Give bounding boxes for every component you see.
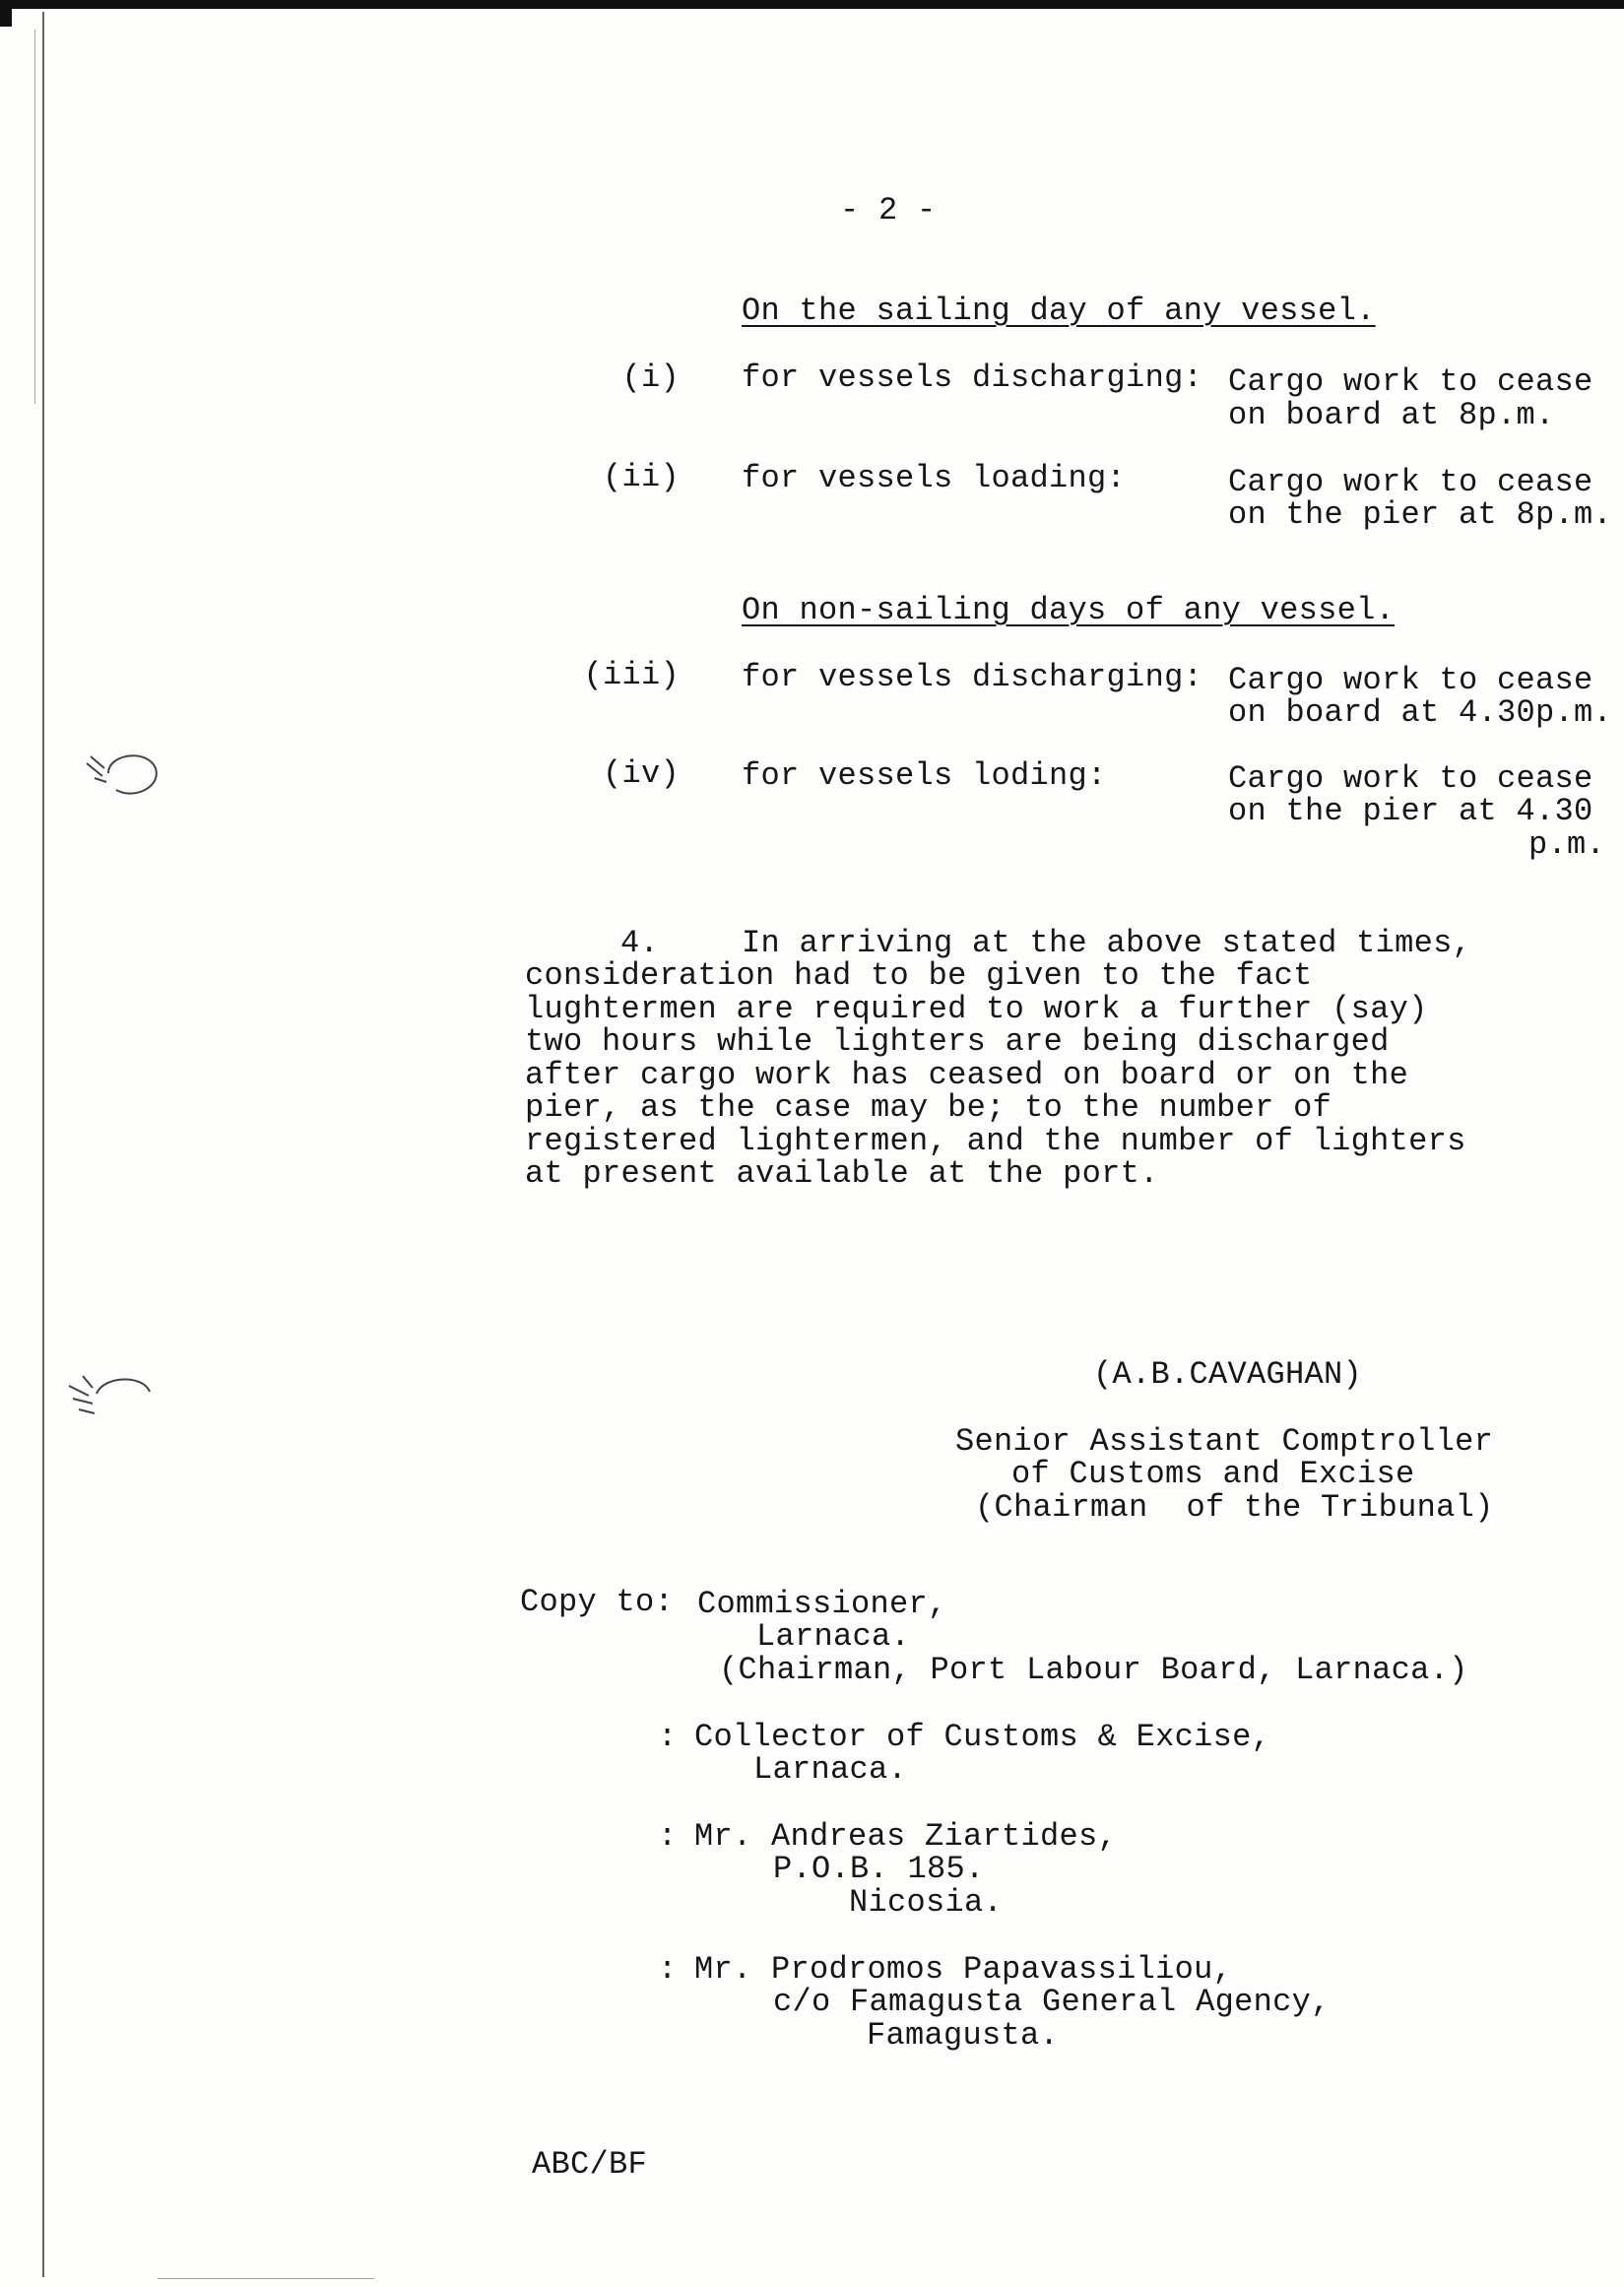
item-rule: Cargo work to cease [1228,363,1593,400]
recipient-line: Commissioner, [697,1586,947,1622]
recipient-line: Mr. Andreas Ziartides, [694,1818,1118,1855]
recipient-colon: : [658,1951,678,1988]
signatory-title: (Chairman of the Tribunal) [975,1489,1494,1526]
signatory-title: of Customs and Excise [1011,1456,1415,1492]
scan-bottom-line [158,2278,374,2279]
recipient-line: Larnaca. [753,1751,908,1788]
punch-hole-mark-bottom [59,1364,158,1433]
item-rule: on the pier at 4.30 [1228,793,1593,829]
item-rule: Cargo work to cease [1228,662,1593,698]
scan-left-edge-line [34,30,35,404]
scan-corner-mark [0,9,12,27]
recipient-line: Nicosia. [849,1884,1004,1921]
item-number: (ii) [602,459,680,495]
page-number: - 2 - [840,192,937,229]
punch-hole-mark-top [79,739,167,808]
item-label: for vessels loding: [742,757,1107,794]
item-rule: p.m. [1527,826,1605,863]
recipient-line: P.O.B. 185. [773,1851,985,1887]
sailing-day-heading: On the sailing day of any vessel. [742,293,1376,329]
recipient-colon: : [658,1719,678,1755]
paragraph-line: consideration had to be given to the fact [525,957,1313,994]
signatory-title: Senior Assistant Comptroller [955,1423,1494,1460]
recipient-line: Collector of Customs & Excise, [694,1719,1271,1755]
paragraph-line: pier, as the case may be; to the number of [525,1089,1332,1126]
reference-initials: ABC/BF [532,2146,648,2183]
recipient-line: Mr. Prodromos Papavassiliou, [694,1951,1233,1988]
paragraph-number: 4. [620,925,660,961]
item-label: for vessels discharging: [742,659,1203,695]
item-rule: on the pier at 8p.m. [1228,496,1613,533]
item-label: for vessels discharging: [742,359,1203,396]
paragraph-line: lughtermen are required to work a further (say) [525,991,1428,1027]
item-number: (iv) [602,755,680,792]
paragraph-line: after cargo work has ceased on board or on the [525,1057,1409,1093]
recipient-line: Larnaca. [756,1618,911,1655]
paragraph-line: In arriving at the above stated times, [742,925,1472,961]
paragraph-line: at present available at the port. [525,1155,1159,1192]
recipient-line: (Chairman, Port Labour Board, Larnaca.) [719,1652,1468,1688]
signatory-name: (A.B.CAVAGHAN) [1093,1356,1363,1393]
item-label: for vessels loading: [742,460,1127,496]
non-sailing-heading: On non-sailing days of any vessel. [742,592,1396,628]
copy-to-label: Copy to: [520,1584,675,1620]
item-number: (iii) [583,657,680,693]
recipient-line: Famagusta. [867,2017,1060,2054]
recipient-line: c/o Famagusta General Agency, [773,1984,1331,2020]
paragraph-line: two hours while lighters are being discharged [525,1023,1390,1060]
recipient-colon: : [658,1818,678,1855]
item-rule: Cargo work to cease [1228,760,1593,797]
item-rule: Cargo work to cease [1228,464,1593,500]
item-number: (i) [621,359,680,396]
scan-left-margin-line [42,12,44,2277]
paragraph-line: registered lightermen, and the number of lighters [525,1123,1466,1159]
scan-top-edge [0,0,1624,9]
item-rule: on board at 4.30p.m. [1228,694,1613,731]
item-rule: on board at 8p.m. [1228,397,1555,433]
